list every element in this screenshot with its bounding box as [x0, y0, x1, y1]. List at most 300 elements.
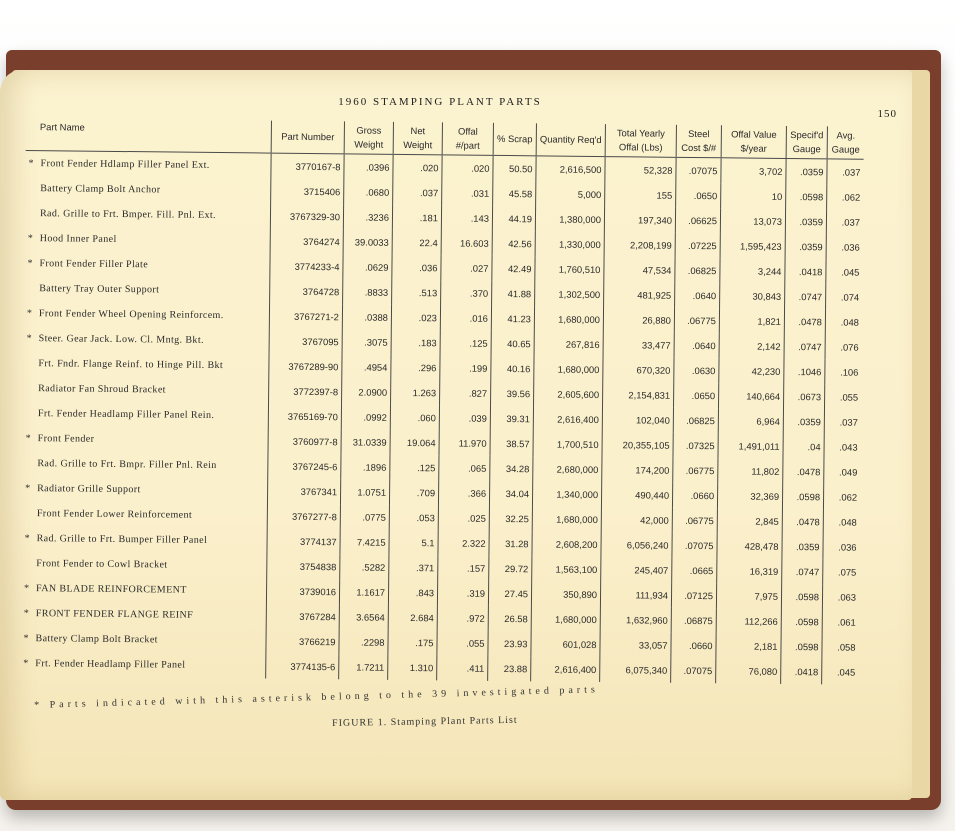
cell-value: 112,266	[716, 608, 781, 634]
part-name: Steer. Gear Jack. Low. Cl. Mntg. Bkt.	[38, 333, 204, 346]
part-name-cell	[25, 226, 271, 254]
cell-avg: .045	[822, 659, 859, 684]
cell-cost: .07225	[675, 233, 720, 258]
asterisk-mark: *	[25, 433, 32, 445]
cell-avg: .058	[822, 634, 859, 659]
cell-yearly: 6,075,340	[600, 657, 671, 683]
cell-scrap: 34.28	[490, 456, 533, 481]
cell-net: .296	[391, 355, 440, 381]
cell-qty: 601,028	[531, 631, 600, 657]
cell-offal: .319	[437, 580, 488, 606]
cell-number: 3770167-8	[271, 153, 344, 179]
cell-net: .843	[388, 580, 437, 606]
cell-cost: .0640	[674, 333, 719, 358]
cell-number: 3767289-90	[269, 354, 342, 380]
cell-offal: .143	[441, 205, 492, 231]
cell-offal: .039	[439, 405, 490, 431]
cell-scrap: 26.58	[488, 606, 531, 631]
cell-spec: .0598	[781, 609, 822, 634]
part-name-cell	[25, 150, 271, 178]
cell-gross: 1.7211	[339, 654, 388, 680]
cell-offal: 11.970	[439, 430, 490, 456]
part-name-cell	[23, 376, 269, 404]
part-name: Frt. Fndr. Flange Reinf. to Hinge Pill. Bkt	[38, 358, 224, 372]
header-gross-weight: Gross Weight	[344, 121, 393, 154]
cell-offal: .027	[441, 255, 492, 281]
cell-net: 5.1	[389, 530, 438, 556]
cell-net: .125	[390, 455, 439, 481]
cell-gross: 31.0339	[341, 429, 390, 455]
cell-offal: 2.322	[438, 530, 489, 556]
asterisk-mark: *	[25, 483, 31, 495]
cell-cost: .0630	[674, 358, 719, 383]
part-name-cell	[21, 601, 267, 629]
header-yearly-offal: Total Yearly Offal (Lbs)	[605, 124, 676, 157]
footnote: * Parts indicated with this asterisk belong to the 39 investigated parts	[34, 684, 599, 711]
cell-gross: .8833	[343, 279, 392, 305]
cell-net: .036	[392, 255, 441, 281]
cell-scrap: 31.28	[489, 531, 532, 556]
part-name-cell	[24, 301, 270, 329]
part-name: Front Fender Hdlamp Filler Panel Ext.	[40, 158, 210, 171]
cell-spec: .0478	[782, 509, 823, 534]
cell-offal: .025	[438, 505, 489, 531]
cell-value: 7,975	[716, 583, 781, 609]
cell-avg: .076	[825, 334, 862, 359]
header-scrap: % Scrap	[493, 123, 536, 156]
cell-net: .371	[389, 555, 438, 581]
part-name: Front Fender Filler Plate	[39, 258, 149, 271]
header-part-number: Part Number	[271, 121, 344, 154]
cell-net: .020	[393, 154, 442, 180]
cell-cost: .06875	[671, 608, 716, 633]
part-name: Front Fender to Cowl Bracket	[36, 558, 168, 571]
cell-value: 2,181	[716, 633, 781, 659]
cell-avg: .037	[824, 409, 861, 434]
cell-gross: .0388	[342, 304, 391, 330]
part-name-cell	[20, 651, 266, 679]
cell-yearly: 42,000	[601, 507, 672, 533]
cell-cost: .06775	[674, 308, 719, 333]
cell-number: 3766219	[266, 629, 339, 655]
part-name-cell	[22, 501, 268, 529]
cell-qty: 1,680,000	[534, 356, 603, 382]
cell-offal: .370	[441, 280, 492, 306]
cell-yearly: 52,328	[605, 157, 676, 183]
cell-value: 32,369	[717, 483, 782, 509]
asterisk-mark: *	[24, 533, 31, 545]
cell-yearly: 20,355,105	[602, 432, 673, 458]
cell-qty: 1,340,000	[532, 481, 601, 507]
cell-qty: 350,890	[531, 581, 600, 607]
cell-gross: 3.6564	[339, 604, 388, 630]
asterisk-mark: *	[27, 258, 33, 270]
cell-scrap: 23.93	[488, 631, 531, 656]
cell-avg: .036	[826, 234, 863, 259]
cell-scrap: 40.65	[491, 331, 534, 356]
cell-value: 1,491,011	[718, 433, 783, 459]
cell-net: .709	[389, 480, 438, 506]
cell-spec: .0418	[781, 659, 822, 684]
cell-avg: .048	[825, 309, 862, 334]
cell-net: .181	[392, 205, 441, 231]
cell-cost: .07325	[673, 433, 718, 458]
cell-gross: 1.0751	[340, 479, 389, 505]
part-name-cell	[22, 476, 268, 504]
cell-number: 3764728	[270, 279, 343, 305]
cell-value: 13,073	[720, 208, 785, 234]
cell-yearly: 490,440	[601, 482, 672, 508]
cell-avg: .049	[824, 459, 861, 484]
cell-qty: 1,330,000	[535, 231, 604, 257]
cell-spec: .0359	[783, 409, 824, 434]
cell-avg: .062	[823, 484, 860, 509]
cell-offal: .827	[440, 380, 491, 406]
header-net-weight: Net Weight	[393, 122, 442, 155]
cell-net: 2.684	[388, 605, 437, 631]
cell-value: 11,802	[718, 458, 783, 484]
cell-offal: .199	[440, 355, 491, 381]
cell-net: .023	[391, 305, 440, 331]
cell-scrap: 39.56	[491, 381, 534, 406]
cell-yearly: 245,407	[601, 557, 672, 583]
cell-yearly: 2,154,831	[603, 382, 674, 408]
cell-gross: .0629	[343, 254, 392, 280]
cell-yearly: 111,934	[600, 582, 671, 608]
cell-gross: .0775	[340, 504, 389, 530]
cell-scrap: 41.23	[491, 306, 534, 331]
cell-cost: .07075	[676, 157, 721, 183]
cell-scrap: 38.57	[490, 431, 533, 456]
cell-cost: .06775	[673, 458, 718, 483]
part-name: Frt. Fender Headlamp Filler Panel Rein.	[37, 408, 215, 421]
cell-value: 6,964	[718, 408, 783, 434]
cell-cost: .06775	[672, 508, 717, 533]
cell-net: .183	[391, 330, 440, 356]
header-part-name: Part Name	[26, 118, 272, 153]
cell-gross: .0680	[344, 179, 393, 205]
part-name: Rad. Grille to Frt. Bumper Filler Panel	[36, 533, 208, 546]
cell-yearly: 1,632,960	[600, 607, 671, 633]
part-name: Battery Tray Outer Support	[39, 283, 160, 296]
cell-avg: .036	[823, 534, 860, 559]
cell-gross: .3075	[342, 329, 391, 355]
cell-gross: 39.0033	[343, 229, 392, 255]
cell-spec: .0418	[785, 259, 826, 284]
part-name: Front Fender	[37, 433, 95, 445]
cell-offal: .411	[437, 655, 488, 681]
part-name-cell	[24, 276, 270, 304]
cell-spec: .0747	[782, 559, 823, 584]
part-name-cell	[20, 626, 266, 654]
cell-cost: .0650	[676, 183, 721, 208]
cell-avg: .062	[827, 184, 864, 209]
part-name: Rad. Grille to Frt. Bmper. Fill. Pnl. Ext.	[39, 208, 217, 221]
cell-avg: .037	[826, 209, 863, 234]
cell-spec: .0359	[785, 209, 826, 234]
cell-value: 140,664	[718, 383, 783, 409]
cell-yearly: 26,880	[603, 307, 674, 333]
part-name: FRONT FENDER FLANGE REINF	[35, 608, 194, 621]
cell-spec: .0478	[784, 309, 825, 334]
cell-offal: .016	[440, 305, 491, 331]
header-specified-gauge: Specif'd Gauge	[786, 126, 827, 159]
cell-yearly: 33,057	[600, 632, 671, 658]
cell-scrap: 29.72	[489, 556, 532, 581]
cell-spec: .0359	[782, 534, 823, 559]
part-name-cell	[21, 551, 267, 579]
cell-qty: 5,000	[536, 181, 605, 207]
cell-spec: .0359	[786, 158, 827, 184]
cell-scrap: 40.16	[491, 356, 534, 381]
cell-cost: .06825	[675, 258, 720, 283]
cell-number: 3764274	[270, 229, 343, 255]
cell-yearly: 174,200	[602, 457, 673, 483]
cell-yearly: 102,040	[602, 407, 673, 433]
header-avg-gauge: Avg. Gauge	[827, 126, 864, 159]
part-name: FAN BLADE REINFORCEMENT	[36, 583, 187, 596]
cell-value: 1,595,423	[720, 233, 785, 259]
cell-avg: .106	[825, 359, 862, 384]
cell-number: 3767277-8	[267, 504, 340, 530]
part-name: Rad. Grille to Frt. Bmpr. Filler Pnl. Rein	[37, 458, 217, 472]
cell-spec: .1046	[784, 359, 825, 384]
cell-offal: .366	[438, 480, 489, 506]
cell-offal: .020	[442, 155, 493, 181]
part-name: Front Fender Lower Reinforcement	[36, 508, 193, 521]
cell-cost: .06625	[675, 208, 720, 233]
cell-number: 3754838	[267, 554, 340, 580]
cell-qty: 2,605,600	[534, 381, 603, 407]
cell-qty: 1,700,510	[533, 431, 602, 457]
cell-spec: .0673	[783, 384, 824, 409]
table-body	[20, 150, 863, 684]
parts-table	[20, 118, 864, 685]
header-offal: Offal #/part	[442, 122, 493, 155]
cell-spec: .04	[783, 434, 824, 459]
cell-qty: 1,680,000	[532, 506, 601, 532]
cell-yearly: 481,925	[604, 282, 675, 308]
cell-net: .175	[388, 630, 437, 656]
cell-number: 3767245-6	[268, 454, 341, 480]
cell-avg: .043	[824, 434, 861, 459]
part-name-cell	[24, 251, 270, 279]
cell-offal: .065	[439, 455, 490, 481]
cell-cost: .07125	[671, 583, 716, 608]
cell-value: 30,843	[720, 283, 785, 309]
cell-number: 3739016	[266, 579, 339, 605]
cell-offal: .055	[437, 630, 488, 656]
cell-avg: .037	[827, 159, 864, 185]
part-name: Frt. Fender Headlamp Filler Panel	[35, 658, 186, 671]
cell-gross: 7.4215	[340, 529, 389, 555]
cell-number: 3767341	[267, 479, 340, 505]
cell-value: 16,319	[717, 558, 782, 584]
cell-number: 3767271-2	[269, 304, 342, 330]
cell-avg: .045	[826, 259, 863, 284]
cell-gross: 1.1617	[339, 579, 388, 605]
cell-spec: .0747	[785, 284, 826, 309]
cell-spec: .0598	[786, 184, 827, 209]
cell-net: .053	[389, 505, 438, 531]
cell-yearly: 47,534	[604, 257, 675, 283]
cell-offal: .157	[438, 555, 489, 581]
cell-scrap: 42.56	[492, 231, 535, 256]
header-offal-value: Offal Value $/year	[721, 125, 786, 158]
cell-scrap: 45.58	[493, 181, 536, 206]
cell-gross: .3236	[343, 204, 392, 230]
cell-gross: .0396	[344, 154, 393, 180]
cell-offal: .125	[440, 330, 491, 356]
cell-avg: .061	[822, 609, 859, 634]
cell-number: 3765169-70	[268, 404, 341, 430]
cell-yearly: 2,208,199	[604, 232, 675, 258]
cell-yearly: 6,056,240	[601, 532, 672, 558]
cell-avg: .074	[826, 284, 863, 309]
cell-cost: .06825	[673, 408, 718, 433]
cell-qty: 267,816	[534, 331, 603, 357]
cell-number: 3767329-30	[270, 204, 343, 230]
cell-qty: 2,616,500	[536, 156, 605, 182]
cell-offal: .031	[442, 180, 493, 206]
cell-gross: .2298	[339, 629, 388, 655]
page-number: 150	[877, 108, 897, 120]
cell-scrap: 32.25	[489, 506, 532, 531]
part-name-cell	[23, 401, 269, 429]
part-name-cell	[24, 326, 270, 354]
cell-spec: .0598	[781, 634, 822, 659]
cell-qty: 1,563,100	[532, 556, 601, 582]
cell-value: 42,230	[719, 358, 784, 384]
cell-value: 3,702	[721, 158, 786, 184]
cell-avg: .063	[822, 584, 859, 609]
cell-value: 1,821	[719, 308, 784, 334]
cell-qty: 2,608,200	[532, 531, 601, 557]
cell-cost: .07075	[672, 533, 717, 558]
cell-value: 428,478	[717, 533, 782, 559]
figure-caption: FIGURE 1. Stamping Plant Parts List	[332, 714, 518, 729]
cell-yearly: 197,340	[604, 207, 675, 233]
part-name-cell	[23, 426, 269, 454]
part-name: Radiator Grille Support	[37, 483, 141, 496]
cell-number: 3772397-8	[269, 379, 342, 405]
cell-spec: .0359	[785, 234, 826, 259]
part-name: Battery Clamp Bolt Bracket	[35, 633, 158, 646]
cell-qty: 1,680,000	[534, 306, 603, 332]
cell-net: 1.310	[388, 655, 437, 681]
cell-qty: 1,760,510	[535, 256, 604, 282]
asterisk-mark: *	[26, 308, 33, 320]
cell-cost: .0660	[671, 633, 716, 658]
part-name-cell	[22, 451, 268, 479]
cell-avg: .048	[823, 509, 860, 534]
cell-net: .513	[392, 280, 441, 306]
cell-qty: 2,680,000	[533, 456, 602, 482]
part-name: Radiator Fan Shroud Bracket	[38, 383, 166, 396]
cell-number: 3715406	[271, 179, 344, 205]
cell-spec: .0598	[782, 484, 823, 509]
cell-yearly: 33,477	[603, 332, 674, 358]
asterisk-mark: *	[24, 583, 30, 595]
part-name-cell	[21, 576, 267, 604]
page-title: 1960 STAMPING PLANT PARTS	[338, 96, 542, 108]
cell-scrap: 42.49	[492, 256, 535, 281]
part-name: Front Fender Wheel Opening Reinforcem.	[38, 308, 224, 322]
part-name-cell	[23, 351, 269, 379]
cell-value: 76,080	[716, 658, 781, 684]
cell-cost: .0640	[675, 283, 720, 308]
cell-scrap: 34.04	[489, 481, 532, 506]
part-name-cell	[25, 201, 271, 229]
cell-gross: .0992	[341, 404, 390, 430]
asterisk-mark: *	[23, 633, 30, 645]
cell-gross: .5282	[340, 554, 389, 580]
part-name: Battery Clamp Bolt Anchor	[40, 183, 161, 196]
cell-net: 1.263	[391, 380, 440, 406]
cell-net: 19.064	[390, 430, 439, 456]
header-quantity: Quantity Req'd	[536, 123, 605, 156]
cell-net: .037	[393, 180, 442, 206]
asterisk-mark: *	[26, 333, 33, 345]
asterisk-mark: *	[23, 608, 30, 620]
part-name-cell	[21, 526, 267, 554]
cell-scrap: 44.19	[492, 206, 535, 231]
cell-scrap: 27.45	[488, 581, 531, 606]
cell-qty: 2,616,400	[533, 406, 602, 432]
cell-value: 2,845	[717, 508, 782, 534]
cell-net: .060	[390, 405, 439, 431]
asterisk-mark: *	[27, 233, 34, 245]
cell-spec: .0598	[781, 584, 822, 609]
cell-number: 3767095	[269, 329, 342, 355]
cell-qty: 1,302,500	[535, 281, 604, 307]
cell-number: 3774233-4	[270, 254, 343, 280]
cell-scrap: 39.31	[490, 406, 533, 431]
cell-gross: 2.0900	[342, 379, 391, 405]
part-name: Hood Inner Panel	[39, 233, 117, 245]
cell-scrap: 23.88	[488, 656, 531, 681]
cell-offal: .972	[437, 605, 488, 631]
cell-spec: .0747	[784, 334, 825, 359]
cell-yearly: 670,320	[603, 357, 674, 383]
cell-scrap: 50.50	[493, 155, 536, 181]
cell-net: 22.4	[392, 230, 441, 256]
part-name-cell	[25, 176, 271, 204]
cell-gross: .1896	[341, 454, 390, 480]
cell-number: 3760977-8	[268, 429, 341, 455]
cell-cost: .0660	[672, 483, 717, 508]
cell-avg: .075	[823, 559, 860, 584]
cell-cost: .0650	[674, 383, 719, 408]
asterisk-mark: *	[23, 658, 29, 670]
cell-scrap: 41.88	[492, 281, 535, 306]
cell-value: 3,244	[720, 258, 785, 284]
cell-qty: 1,680,000	[531, 606, 600, 632]
asterisk-mark: *	[28, 158, 34, 170]
header-steel-cost: Steel Cost $/#	[676, 125, 721, 158]
cell-offal: 16.603	[441, 230, 492, 256]
cell-yearly: 155	[605, 182, 676, 208]
cell-gross: .4954	[342, 354, 391, 380]
cell-number: 3774135-6	[266, 654, 339, 680]
cell-qty: 2,616,400	[531, 656, 600, 682]
cell-cost: .0665	[672, 558, 717, 583]
cell-qty: 1,380,000	[535, 206, 604, 232]
cell-value: 10	[721, 183, 786, 209]
cell-spec: .0478	[783, 459, 824, 484]
cell-avg: .055	[824, 384, 861, 409]
cell-number: 3767284	[266, 604, 339, 630]
